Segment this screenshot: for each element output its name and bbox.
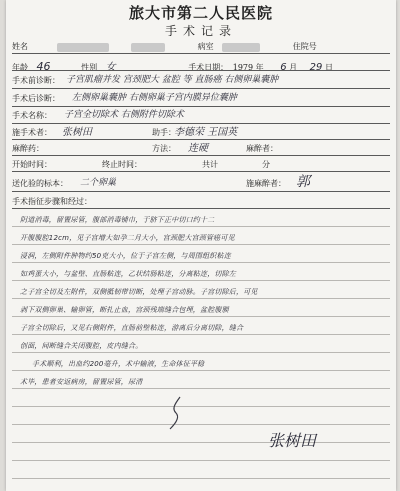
anesthesia-performer-value: 郭 — [296, 174, 310, 190]
anesthetic-label: 麻醉药： — [12, 144, 44, 153]
hospital-name: 旅大市第二人民医院 — [128, 4, 273, 22]
divider-time — [12, 171, 390, 172]
assistant-label: 助手： — [152, 128, 176, 137]
procedure-line: 创面，间断缝合关闭腹腔，皮内缝合。 — [20, 342, 143, 350]
redacted-ward — [131, 43, 165, 52]
procedure-line: 开腹腹腔12cm，见子宫增大如孕二月大小，宫颈肥大宫颈管癌可见 — [20, 234, 235, 242]
specimen-value: 二个卵巢 — [80, 178, 117, 188]
sex-value: 女 — [105, 62, 116, 73]
procedure-line: 子宫全切除后，又见右侧附件，直肠前壁粘连，游离后分离切除，缝合 — [20, 324, 244, 332]
ruled-line — [12, 388, 390, 389]
end-time-label: 终止时间： — [102, 160, 142, 169]
specimen-label: 送化验的标本： — [12, 179, 68, 188]
divider-anesthesia — [12, 155, 390, 156]
postop-diagnosis-label: 手术后诊断： — [12, 94, 60, 103]
day-unit: 日 — [324, 63, 333, 72]
procedure-line: 剥下双侧卵巢、输卵管，断扎止血，宫颈残端缝合包埋，盆腔腹膜 — [20, 306, 229, 314]
year-unit: 年 — [255, 63, 264, 72]
ruled-line — [12, 262, 390, 263]
age-value: 46 — [36, 60, 51, 73]
ruled-line — [12, 424, 390, 425]
operation-name-value: 子宫全切除术 右侧附件切除术 — [64, 110, 184, 120]
redacted-name — [57, 43, 109, 52]
surgeon-value: 张树田 — [62, 127, 92, 138]
ruled-line — [12, 406, 390, 407]
name-label: 姓名 — [12, 42, 28, 51]
ruled-line — [12, 244, 390, 245]
ruled-line — [12, 316, 390, 317]
start-time-label: 开始时间： — [12, 160, 52, 169]
preop-diagnosis-label: 手术前诊断： — [12, 76, 60, 85]
divider-preop — [12, 88, 390, 89]
procedure-line: 术毕，患者安返病房，留置尿管，尿清 — [20, 378, 143, 386]
signature: 张树田 — [268, 431, 317, 450]
redacted-bed — [222, 43, 260, 52]
procedure-line: 手术顺利，出血约200毫升，术中输液，生命体征平稳 — [32, 360, 205, 368]
form-title: 手术记录 — [164, 24, 237, 38]
ruled-line — [12, 370, 390, 371]
sex-label: 性别 — [81, 63, 98, 72]
year-value: 1979 — [232, 63, 254, 72]
procedure-line: 如鸡蛋大小，与盆壁、直肠粘连，乙状结肠粘连，分离粘连，切除左 — [20, 270, 236, 278]
age-label: 年龄 — [12, 63, 28, 72]
procedure-line: 浸润，左侧附件肿物约50克大小，位于子宫左侧，与周围组织粘连 — [20, 252, 231, 260]
procedure-line: 阴道消毒，留置尿管，腹部消毒铺巾，于脐下正中切口约十二 — [20, 216, 215, 224]
anesthetist-label: 麻醉者： — [246, 144, 278, 153]
surgery-record-sheet — [6, 0, 396, 491]
month-unit: 月 — [289, 63, 298, 72]
divider-specimen — [12, 191, 390, 192]
date-label: 手术日期： — [188, 63, 229, 72]
day-value: 29 — [309, 62, 323, 73]
ruled-line — [12, 298, 390, 299]
postop-diagnosis-value: 左侧卵巢囊肿 右侧卵巢子宫内膜异位囊肿 — [72, 93, 237, 103]
empty-space-mark — [166, 395, 186, 431]
ruled-line — [12, 280, 390, 281]
ward-label: 病室 — [197, 42, 214, 51]
patient-id-row — [12, 41, 317, 52]
anesthesia-performer-label: 施麻醉者： — [246, 179, 286, 188]
total-label: 共计 — [202, 160, 218, 169]
preop-diagnosis-value: 子宫肌瘤并发 宫颈肥大 盆腔 等 直肠癌 右侧卵巢囊肿 — [66, 75, 279, 85]
surgeon-label: 施手术者： — [12, 128, 52, 137]
assistant-value: 李德荣 王国英 — [174, 127, 238, 138]
method-label: 方法： — [152, 144, 176, 153]
method-value: 连硬 — [188, 143, 208, 154]
divider-procedure-header — [12, 208, 390, 209]
bed-label: 住院号 — [292, 42, 317, 51]
ruled-line — [12, 226, 390, 227]
minutes-label: 分 — [262, 160, 270, 169]
divider-age — [12, 70, 390, 71]
top-divider — [12, 53, 390, 54]
ruled-line — [12, 460, 390, 461]
ruled-line — [12, 442, 390, 443]
procedure-line: 之子宫全切及左附件，双侧骶韧带切断，处理子宫动脉。子宫切除后，可见 — [20, 288, 258, 296]
ruled-line — [12, 352, 390, 353]
operation-name-label: 手术名称： — [12, 111, 52, 120]
ruled-line — [12, 334, 390, 335]
ruled-line — [12, 478, 390, 479]
procedure-header-label: 手术指征步骤和经过： — [12, 197, 92, 206]
month-value: 6 — [280, 62, 287, 73]
